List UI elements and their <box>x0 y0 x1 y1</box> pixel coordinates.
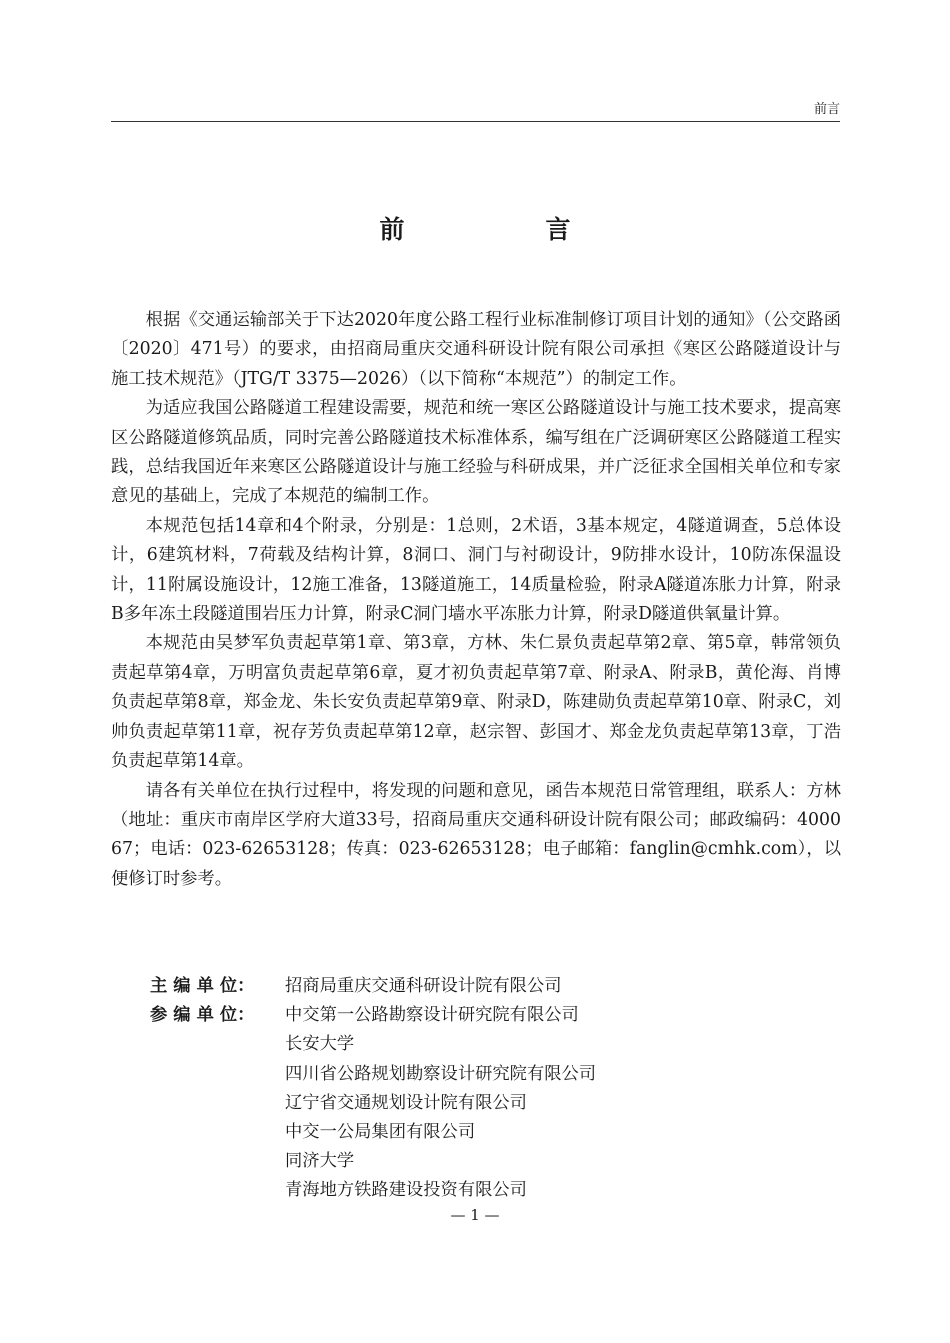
paragraph-contact: 请各有关单位在执行过程中，将发现的问题和意见，函告本规范日常管理组，联系人：方林（地址：重庆市南岸区学府大道33号，招商局重庆交通科研设计院有限公司；邮政编码：400067；电话：023-62653128；传真：023-62653128；电子邮箱：fanglin@cmhk.com），以便修订时参考。 <box>111 780 841 889</box>
editor-units <box>150 972 596 1206</box>
chief-editor-label: 主 编 单 位： <box>150 976 255 996</box>
participant-unit: 同济大学 <box>285 1151 355 1172</box>
participant-unit: 辽宁省交通规划设计院有限公司 <box>285 1092 527 1113</box>
chief-editor-units <box>285 972 562 1001</box>
participant-unit: 青海地方铁路建设投资有限公司 <box>285 1180 527 1201</box>
preface-body <box>111 306 841 894</box>
chief-unit: 招商局重庆交通科研设计院有限公司 <box>285 976 562 996</box>
running-head: 前言 <box>813 102 840 117</box>
paragraph-drafters: 本规范由吴梦军负责起草第1章、第3章，方林、朱仁景负责起草第2章、第5章，韩常领负责起草第4章，万明富负责起草第6章，夏才初负责起草第7章、附录A、附录B，黄伦海、肖博负责起草第8章，郑金龙、朱长安负责起草第9章、附录D，陈建勋负责起草第10章、附录C，刘帅负责起草第11章，祝存芳负责起草第12章，赵宗智、彭国才、郑金龙负责起草第13章，丁浩负责起草第14章。 <box>111 633 841 772</box>
header-rule <box>111 121 840 122</box>
participant-units <box>285 1001 596 1205</box>
paragraph-purpose: 为适应我国公路隧道工程建设需要，规范和统一寒区公路隧道设计与施工技术要求，提高寒区公路隧道修筑品质，同时完善公路隧道技术标准体系，编写组在广泛调研寒区公路隧道工程实践，总结我国近年来寒区公路隧道设计与施工经验与科研成果，并广泛征求全国相关单位和专家意见的基础上，完成了本规范的编制工作。 <box>111 398 841 507</box>
participant-unit: 中交第一公路勘察设计研究院有限公司 <box>285 1005 579 1026</box>
participant-row <box>150 1001 596 1205</box>
paragraph-contents: 本规范包括14章和4个附录，分别是：1总则，2术语，3基本规定，4隧道调查，5总体设计，6建筑材料，7荷载及结构计算，8洞口、洞门与衬砌设计，9防排水设计，10防冻保温设计，11附属设施设计，12施工准备，13隧道施工，14质量检验，附录A隧道冻胀力计算，附录B多年冻土段隧道围岩压力计算，附录C洞门墙水平冻胀力计算，附录D隧道供氧量计算。 <box>111 515 841 625</box>
page-number: — 1 — <box>450 1206 500 1224</box>
paragraph-basis: 根据《交通运输部关于下达2020年度公路工程行业标准制修订项目计划的通知》（公交路函〔2020〕471号）的要求，由招商局重庆交通科研设计院有限公司承担《寒区公路隧道设计与施工技术规范》（JTG/T 3375—2026）（以下简称“本规范”）的制定工作。 <box>111 310 841 389</box>
participant-label: 参 编 单 位： <box>150 1005 255 1026</box>
chief-editor-row <box>150 972 596 1001</box>
page-title: 前 言 <box>379 215 629 244</box>
participant-unit: 中交一公局集团有限公司 <box>285 1122 476 1143</box>
participant-unit: 长安大学 <box>285 1034 355 1055</box>
participant-unit: 四川省公路规划勘察设计研究院有限公司 <box>285 1063 597 1084</box>
